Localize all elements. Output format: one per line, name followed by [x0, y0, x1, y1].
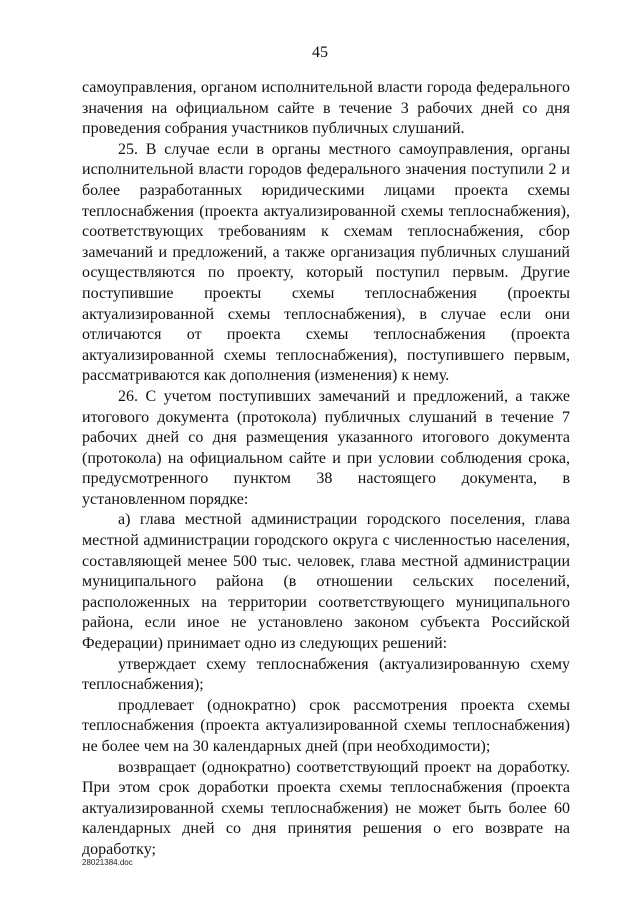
paragraph-item-26: 26. С учетом поступивших замечаний и предложений, а также итогового документа (протокола) публичных слушаний в течение 7 рабочих дней со дня размещения указанного итогового документа (протокола) на официальном сайте и при условии соблюдения срока, предусмотренного пунктом 38 настоящего документа, в установленном порядке:: [82, 387, 570, 508]
page-number: 45: [312, 44, 328, 61]
paragraph-continuation: самоуправления, органом исполнительной власти города федерального значения на официальном сайте в течение 3 рабочих дней со дня проведения собрания участников публичных слушаний.: [82, 79, 570, 138]
paragraph-subitem-a: а) глава местной администрации городского поселения, глава местной администрации городского округа с численностью населения, составляющей менее 500 тыс. человек, глава местной администрации муниципального района (в отношении сельских поселений, расположенных на территории соответствующего муниципального района, если иное не установлено законом субъекта Российской Федерации) принимает одно из следующих решений:: [82, 511, 570, 653]
paragraph-decision-approve: утверждает схему теплоснабжения (актуализированную схему теплоснабжения);: [82, 655, 570, 694]
document-file-code: 28021384.doc: [82, 858, 133, 867]
paragraph-decision-extend: продлевает (однократно) срок рассмотрения проекта схемы теплоснабжения (проекта актуализированной схемы теплоснабжения) не более чем на 30 календарных дней (при необходимости);: [82, 696, 570, 755]
paragraph-decision-return: возвращает (однократно) соответствующий проект на доработку. При этом срок доработки проекта схемы теплоснабжения (проекта актуализированной схемы теплоснабжения) не может быть более 60 календарных дней со дня принятия решения о его возврате на доработку;: [82, 758, 570, 858]
paragraph-item-25: 25. В случае если в органы местного самоуправления, органы исполнительной власти городов федерального значения поступили 2 и более разработанных юридическими лицами проекта схемы теплоснабжения (проекта актуализированной схемы теплоснабжения), соответствующих требованиям к схемам теплоснабжения, сбор замечаний и предложений, а также организация публичных слушаний осуществляются по проекту, который поступил первым. Другие поступившие проекты схемы теплоснабжения (проекты актуализированной схемы теплоснабжения), в случае если они отличаются от проекта схемы теплоснабжения (проекта актуализированной схемы теплоснабжения), поступившего первым, рассматриваются как дополнения (изменения) к нему.: [82, 140, 570, 385]
document-body: [82, 78, 570, 861]
